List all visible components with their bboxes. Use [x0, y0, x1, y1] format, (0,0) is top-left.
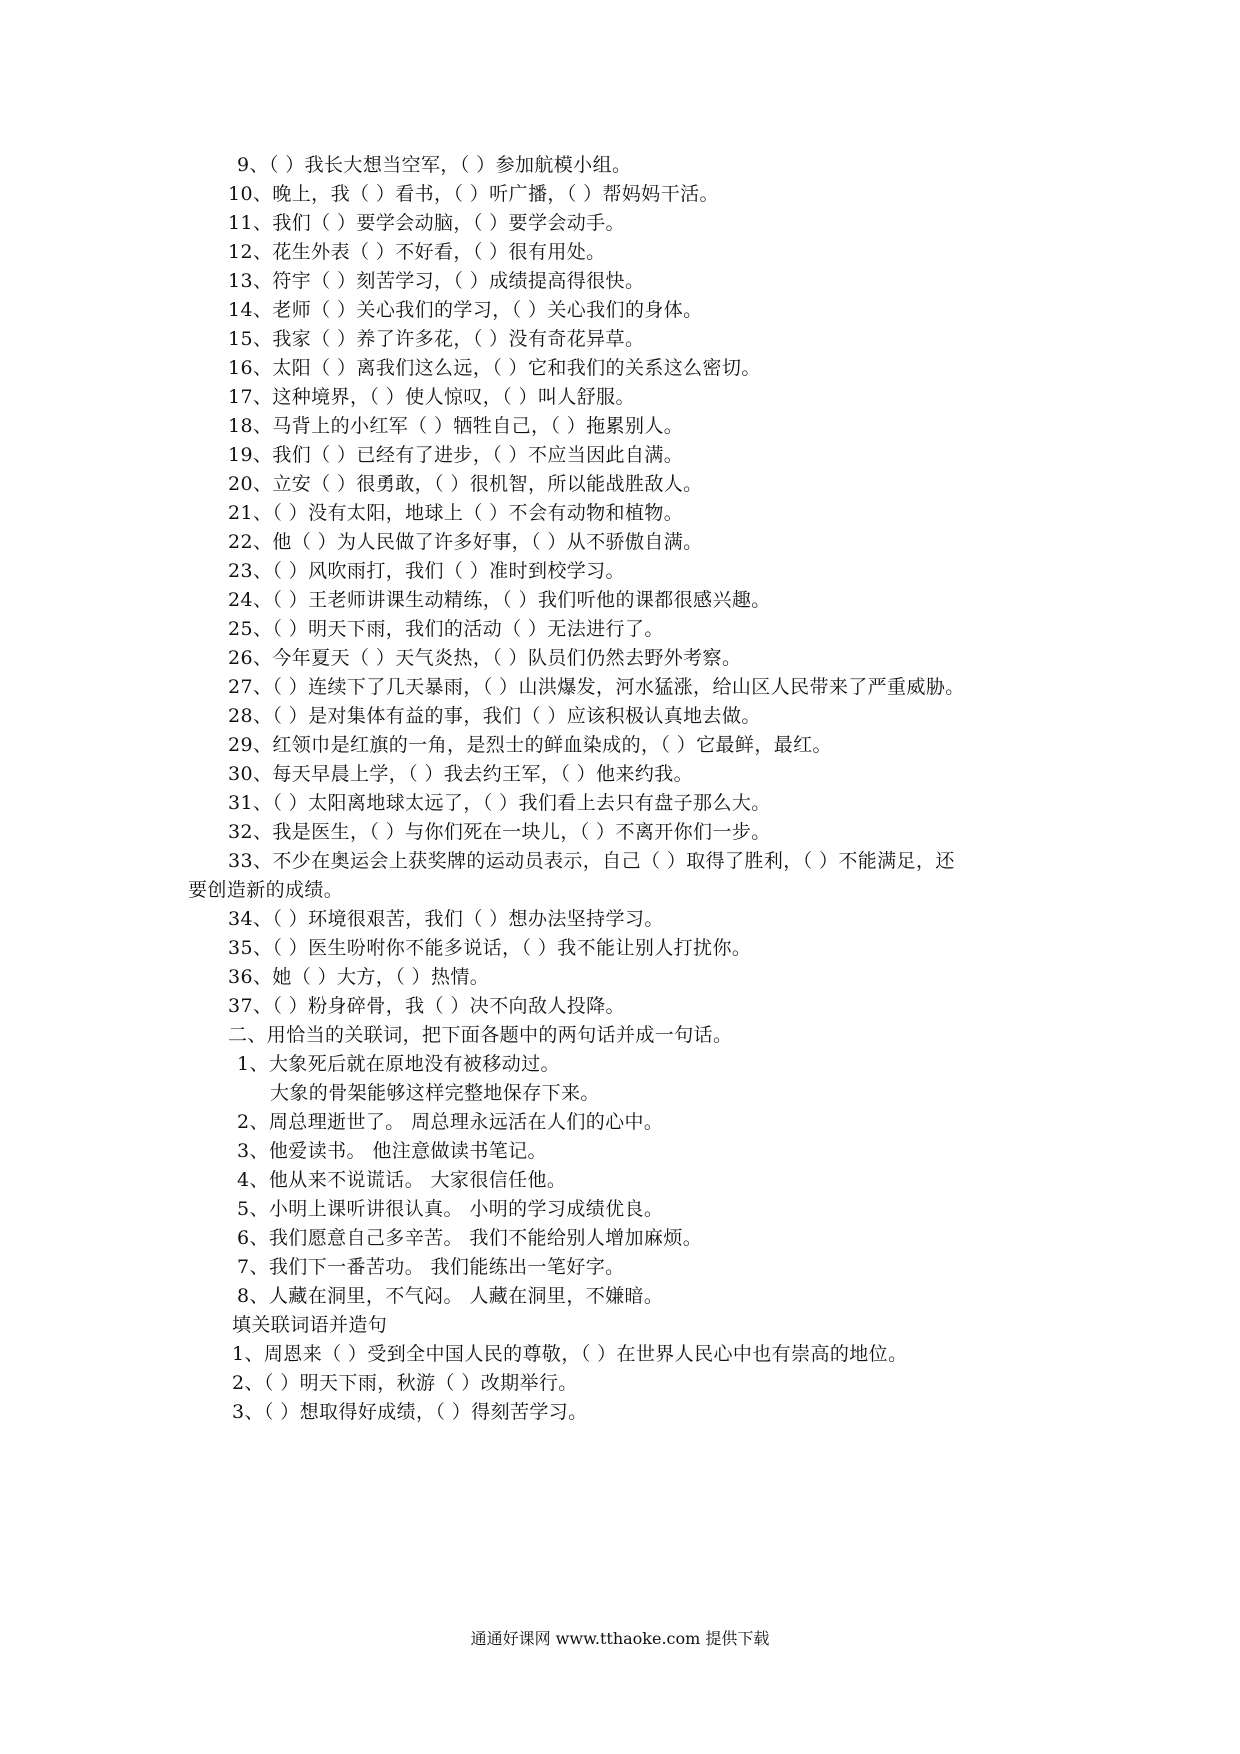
exercise-line: 6、我们愿意自己多辛苦。 我们不能给别人增加麻烦。	[237, 1227, 703, 1249]
exercise-line: 37、（ ）粉身碎骨，我（ ）决不向敌人投降。	[228, 995, 625, 1017]
exercise-line: 11、我们（ ）要学会动脑，（ ）要学会动手。	[228, 212, 625, 234]
exercise-line: 29、红领巾是红旗的一角，是烈士的鲜血染成的，（ ）它最鲜，最红。	[228, 734, 832, 756]
exercise-line: 10、晚上，我（ ）看书，（ ）听广播，（ ）帮妈妈干活。	[228, 183, 719, 205]
exercise-line: 24、（ ）王老师讲课生动精练，（ ）我们听他的课都很感兴趣。	[228, 589, 771, 611]
exercise-line: 35、（ ）医生吩咐你不能多说话，（ ）我不能让别人打扰你。	[228, 937, 752, 959]
exercise-line: 13、符宇（ ）刻苦学习，（ ）成绩提高得很快。	[228, 270, 645, 292]
exercise-line: 8、人藏在洞里，不气闷。 人藏在洞里，不嫌暗。	[237, 1285, 664, 1307]
exercise-line: 25、（ ）明天下雨，我们的活动（ ）无法进行了。	[228, 618, 664, 640]
exercise-line: 14、老师（ ）关心我们的学习，（ ）关心我们的身体。	[228, 299, 703, 321]
exercise-line: 20、立安（ ）很勇敢，（ ）很机智，所以能战胜敌人。	[228, 473, 703, 495]
exercise-line: 28、（ ）是对集体有益的事，我们（ ）应该积极认真地去做。	[228, 705, 761, 727]
exercise-line: 7、我们下一番苦功。 我们能练出一笔好字。	[237, 1256, 625, 1278]
exercise-line: 19、我们（ ）已经有了进步，（ ）不应当因此自满。	[228, 444, 684, 466]
exercise-line: 26、今年夏天（ ）天气炎热，（ ）队员们仍然去野外考察。	[228, 647, 742, 669]
exercise-line: 18、马背上的小红军（ ）牺牲自己，（ ）拖累别人。	[228, 415, 684, 437]
exercise-line: 3、他爱读书。 他注意做读书笔记。	[237, 1140, 547, 1162]
exercise-line: 22、他（ ）为人民做了许多好事，（ ）从不骄傲自满。	[228, 531, 703, 553]
exercise-line: 12、花生外表（ ）不好看，（ ）很有用处。	[228, 241, 606, 263]
exercise-line-continuation: 要创造新的成绩。	[188, 879, 344, 901]
exercise-line-continuation: 大象的骨架能够这样完整地保存下来。	[270, 1082, 600, 1104]
exercise-line: 1、周恩来（ ）受到全中国人民的尊敬，（ ）在世界人民心中也有崇高的地位。	[232, 1343, 908, 1365]
exercise-line: 32、我是医生，（ ）与你们死在一块儿，（ ）不离开你们一步。	[228, 821, 771, 843]
exercise-line: 23、（ ）风吹雨打，我们（ ）准时到校学习。	[228, 560, 625, 582]
section-heading: 二、用恰当的关联词，把下面各题中的两句话并成一句话。	[228, 1024, 733, 1046]
exercise-line: 34、（ ）环境很艰苦，我们（ ）想办法坚持学习。	[228, 908, 664, 930]
exercise-line: 36、她（ ）大方，（ ）热情。	[228, 966, 490, 988]
page-footer: 通通好课网 www.tthaoke.com 提供下载	[470, 1629, 770, 1648]
exercise-line: 16、太阳（ ）离我们这么远，（ ）它和我们的关系这么密切。	[228, 357, 761, 379]
exercise-line: 33、不少在奥运会上获奖牌的运动员表示，自己（ ）取得了胜利，（ ）不能满足，还	[228, 850, 955, 872]
exercise-line: 3、（ ）想取得好成绩，（ ）得刻苦学习。	[232, 1401, 588, 1423]
exercise-line: 17、这种境界，（ ）使人惊叹，（ ）叫人舒服。	[228, 386, 635, 408]
section-heading: 填关联词语并造句	[232, 1314, 388, 1336]
exercise-line: 31、（ ）太阳离地球太远了，（ ）我们看上去只有盘子那么大。	[228, 792, 771, 814]
exercise-line: 27、（ ）连续下了几天暴雨，（ ）山洪爆发，河水猛涨，给山区人民带来了严重威胁。	[228, 676, 965, 698]
exercise-line: 30、每天早晨上学，（ ）我去约王军，（ ）他来约我。	[228, 763, 694, 785]
exercise-line: 15、我家（ ）养了许多花，（ ）没有奇花异草。	[228, 328, 645, 350]
exercise-line: 2、（ ）明天下雨，秋游（ ）改期举行。	[232, 1372, 578, 1394]
exercise-line: 21、（ ）没有太阳，地球上（ ）不会有动物和植物。	[228, 502, 684, 524]
exercise-line: 5、小明上课听讲很认真。 小明的学习成绩优良。	[237, 1198, 664, 1220]
exercise-line: 2、周总理逝世了。 周总理永远活在人们的心中。	[237, 1111, 664, 1133]
exercise-line: 9、（ ）我长大想当空军，（ ）参加航模小组。	[237, 154, 632, 176]
exercise-line: 4、他从来不说谎话。 大家很信任他。	[237, 1169, 567, 1191]
exercise-line: 1、大象死后就在原地没有被移动过。	[237, 1053, 560, 1075]
